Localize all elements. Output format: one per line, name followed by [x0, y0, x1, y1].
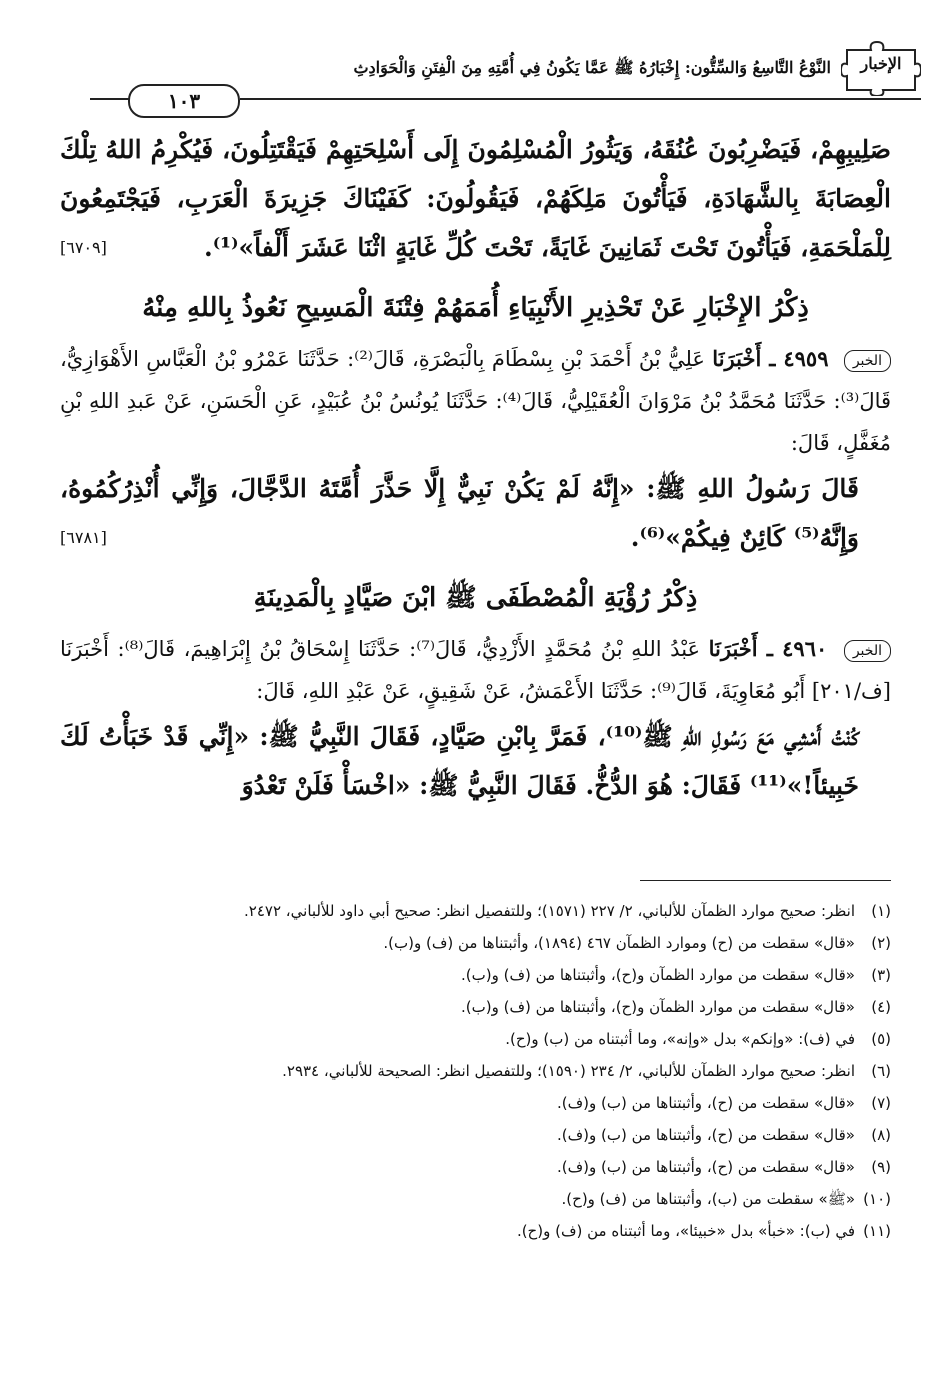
matn-text: قَالَ رَسُولُ اللهِ ﷺ: «إِنَّهُ لَمْ يَكُنْ نَبِيٌّ إِلَّا حَذَّرَ أُمَّتَهُ الدَّجَّالَ، وَإِنِّي أُنْذِرُكُمُوهُ، وَإِنَّهُ⁽⁵⁾ كَائِنٌ فِيكُمْ»⁽⁶⁾.	[60, 474, 859, 552]
page-header	[90, 40, 921, 120]
footnote-number: (٩)	[871, 1158, 891, 1176]
footnote	[60, 959, 891, 991]
footnote-text: انظر: صحيح موارد الظمآن للألباني، ٢/ ٢٣٤ (١٥٩٠)؛ وللتفصيل انظر: الصحيحة للألباني، ٢٩٣٤.	[282, 1062, 855, 1080]
footnote	[60, 1055, 891, 1087]
isnad-text: عَلِيُّ بْنُ أَحْمَدَ بْنِ بِسْطَامَ بِالْبَصْرَةِ، قَالَ⁽²⁾: حَدَّثَنَا عَمْرُو بْنُ الْعَبَّاسِ الأَهْوَازِيُّ، قَالَ⁽³⁾: حَدَّثَنَا مُحَمَّدُ بْنُ مَرْوَانَ الْعُقَيْلِيُّ، قَالَ⁽⁴⁾: حَدَّثَنَا يُونُسُ بْنُ عُبَيْدٍ، عَنِ الْحَسَنِ، عَنْ عَبدِ اللهِ بْنِ مُغَفَّلٍ، قَالَ:	[60, 347, 892, 455]
footnote-text: «قال» سقطت من (ح)، وأثبتناها من (ب) و(ف).	[556, 1126, 855, 1144]
header-rule-left	[90, 98, 130, 100]
section-heading: ذِكْرُ رُؤْيَةِ الْمُصْطَفَى ﷺ ابْنَ صَيَّادٍ بِالْمَدِينَةِ	[253, 583, 698, 613]
footnote-number: (٧)	[871, 1094, 891, 1112]
footnote-separator	[640, 880, 891, 881]
footnote-number: (١١)	[863, 1222, 891, 1240]
section-heading: ذِكْرُ الإِخْبَارِ عَنْ تَحْذِيرِ الأَنْبِيَاءِ أُمَمَهُمْ فِتْنَةَ الْمَسِيحِ نَعُوذُ بِاللهِ مِنْهُ	[142, 293, 809, 323]
footnote	[60, 1023, 891, 1055]
section-label: الإخبار	[860, 54, 902, 73]
hadith-number: ٤٩٦٠ ـ أَخْبَرَنَا	[708, 636, 828, 661]
hadith-reference: [٦٧٨١]	[60, 528, 107, 547]
footnote-number: (١٠)	[863, 1190, 891, 1208]
footnote-number: (١)	[871, 902, 891, 920]
khabar-badge: الخبر	[844, 640, 891, 662]
footnote	[60, 991, 891, 1023]
main-text	[60, 125, 891, 810]
footnote-number: (٣)	[871, 966, 891, 984]
isnad-paragraph	[60, 628, 891, 712]
footnote-text: انظر: صحيح موارد الظمآن للألباني، ٢/ ٢٢٧ (١٥٧١)؛ وللتفصيل انظر: صحيح أبي داود للألباني، ٢٤٧٢.	[244, 902, 855, 920]
footnote-text: «ﷺ» سقطت من (ب)، وأثبتناها من (ف) و(ح).	[561, 1190, 855, 1208]
footnote-text: في (ف): «وإنكم» بدل «وإنه»، وما أثبتناه من (ب) و(ح).	[505, 1030, 855, 1048]
isnad-paragraph	[60, 338, 891, 464]
puzzle-piece-icon	[841, 40, 921, 96]
footnote-text: «قال» سقطت من موارد الظمآن و(ح)، وأثبتناها من (ف) و(ب).	[461, 966, 855, 984]
footnote-text: «قال» سقطت من (ح) وموارد الظمآن ٤٦٧ (١٨٩٤)، وأثبتناها من (ف) و(ب).	[383, 934, 855, 952]
footnote-text: في (ب): «خبأ» بدل «خبيئا»، وما أثبتناه من (ف) و(ح).	[516, 1222, 855, 1240]
page-number: ١٠٣	[128, 84, 240, 118]
hadith-reference: [٦٧٠٩]	[60, 238, 107, 257]
khabar-badge: الخبر	[844, 350, 891, 372]
footnote	[60, 1183, 891, 1215]
footnotes	[60, 895, 891, 1247]
footnote-number: (٤)	[871, 998, 891, 1016]
running-title: النَّوْعُ التَّاسِعُ وَالسِّتُّون: إِخْبَارُهُ ﷺ عَمَّا يَكُونُ فِي أُمَّتِهِ مِنَ الْفِتَنِ وَالْحَوَادِثِ	[353, 58, 831, 77]
matn-text: كُنْتُ أَمْشِي مَعَ رَسُولِ اللهِ ﷺ⁽¹⁰⁾، فَمَرَّ بِابْنِ صَيَّادٍ، فَقَالَ النَّبِيُّ ﷺ: «إِنِّي قَدْ خَبَأْتُ لَكَ خَبِيئاً!»⁽¹¹⁾ فَقَالَ: هُوَ الدُّخُّ. فَقَالَ النَّبِيُّ ﷺ: «اخْسَأْ فَلَنْ تَعْدُوَ	[60, 722, 860, 800]
footnote-number: (٢)	[871, 934, 891, 952]
footnote-number: (٨)	[871, 1126, 891, 1144]
matn-paragraph	[60, 464, 891, 562]
footnote-text: «قال» سقطت من (ح)، وأثبتناها من (ب) و(ف).	[556, 1094, 855, 1112]
footnote	[60, 1151, 891, 1183]
paragraph-text: صَلِيبِهِمْ، فَيَضْرِبُونَ عُنُقَهُ، وَيَثُورُ الْمُسْلِمُونَ إِلَى أَسْلِحَتِهِمْ فَيَقْتَتِلُونَ، فَيُكْرِمُ اللهُ تِلْكَ الْعِصَابَةَ بِالشَّهَادَةِ، فَيَأْتُونَ مَلِكَهُمْ، فَيَقُولُونَ: كَفَيْنَاكَ جَزِيرَةَ الْعَرَبِ، فَيَجْتَمِعُونَ لِلْمَلْحَمَةِ، فَيَأْتُونَ تَحْتَ ثَمَانِينَ غَايَةً، تَحْتَ كُلِّ غَايَةٍ اثْنَا عَشَرَ أَلْفاً»⁽¹⁾.	[60, 135, 891, 262]
footnote-text: «قال» سقطت من موارد الظمآن و(ح)، وأثبتناها من (ف) و(ب).	[461, 998, 855, 1016]
matn-paragraph	[60, 712, 891, 810]
footnote	[60, 1087, 891, 1119]
footnote	[60, 1119, 891, 1151]
footnote	[60, 1215, 891, 1247]
footnote	[60, 927, 891, 959]
footnote-number: (٥)	[871, 1030, 891, 1048]
footnote	[60, 895, 891, 927]
hadith-number: ٤٩٥٩ ـ أَخْبَرَنَا	[712, 346, 829, 371]
footnote-number: (٦)	[871, 1062, 891, 1080]
isnad-text: عَبْدُ اللهِ بْنُ مُحَمَّدٍ الأَزْدِيُّ، قَالَ⁽⁷⁾: حَدَّثَنَا إِسْحَاقُ بْنُ إِبْرَاهِيمَ، قَالَ⁽⁸⁾: أَخْبَرَنَا [ف/٢٠١] أَبُو مُعَاوِيَةَ، قَالَ⁽⁹⁾: حَدَّثَنَا الأَعْمَشُ، عَنْ شَقِيقٍ، عَنْ عَبْدِ اللهِ، قَالَ:	[60, 637, 891, 703]
header-rule	[240, 98, 921, 100]
footnote-text: «قال» سقطت من (ح)، وأثبتناها من (ب) و(ف).	[556, 1158, 855, 1176]
paragraph-continuation	[60, 125, 891, 272]
